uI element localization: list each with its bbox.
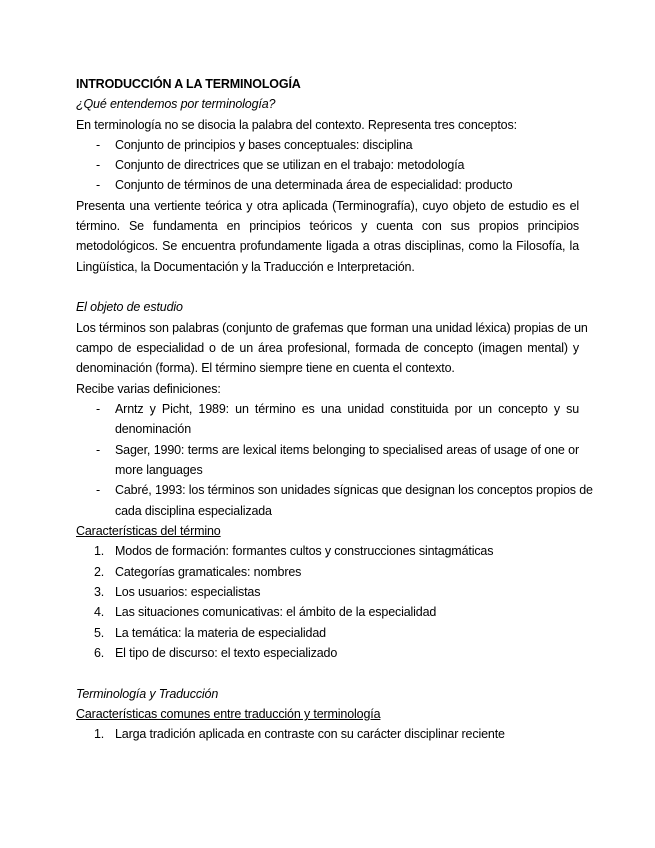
paragraph-line: campo de especialidad o de un área profesional, formada de concepto (imagen mental) y	[76, 341, 579, 355]
list-item-text: Conjunto de principios y bases conceptuales: disciplina	[115, 138, 413, 152]
list-item-continuation: more languages	[115, 463, 203, 477]
list-item-text: Conjunto de directrices que se utilizan en el trabajo: metodología	[115, 158, 465, 172]
section-heading: El objeto de estudio	[76, 300, 183, 314]
item-number: 5.	[94, 626, 105, 640]
paragraph-line: metodológicos. Se encuentra profundamente ligada a otras disciplinas, como la Filosofía, la	[76, 239, 579, 253]
paragraph-line: denominación (forma). El término siempre tiene en cuenta el contexto.	[76, 361, 455, 375]
paragraph-line: término. Se fundamenta en principios teóricos y cuenta con sus propios principios	[76, 219, 579, 233]
bullet-marker: -	[96, 483, 101, 497]
list-item-text: Arntz y Picht, 1989: un término es una unidad constituida por un concepto y su	[115, 402, 579, 416]
bullet-marker: -	[96, 158, 101, 172]
item-number: 2.	[94, 565, 105, 579]
numbered-item-text: Categorías gramaticales: nombres	[115, 565, 302, 579]
list-item-continuation: denominación	[115, 422, 192, 436]
document-title: INTRODUCCIÓN A LA TERMINOLOGÍA	[76, 77, 301, 91]
numbered-item-text: Los usuarios: especialistas	[115, 585, 261, 599]
bullet-marker: -	[96, 138, 101, 152]
paragraph-line: Los términos son palabras (conjunto de grafemas que forman una unidad léxica) propias de un	[76, 321, 588, 335]
definitions-intro: Recibe varias definiciones:	[76, 382, 221, 396]
list-item-continuation: cada disciplina especializada	[115, 504, 272, 518]
paragraph-line: Presenta una vertiente teórica y otra aplicada (Terminografía), cuyo objeto de estudio es el	[76, 199, 579, 213]
list-item-text: Conjunto de términos de una determinada área de especialidad: producto	[115, 178, 513, 192]
item-number: 3.	[94, 585, 105, 599]
item-number: 4.	[94, 605, 105, 619]
bullet-marker: -	[96, 402, 101, 416]
characteristics-heading: Características del término	[76, 524, 221, 538]
paragraph-line: Lingüística, la Documentación y la Traducción e Interpretación.	[76, 260, 415, 274]
numbered-item-text: Modos de formación: formantes cultos y construcciones sintagmáticas	[115, 544, 494, 558]
numbered-item-text: La temática: la materia de especialidad	[115, 626, 326, 640]
common-characteristics-heading: Características comunes entre traducción y terminología	[76, 707, 381, 721]
numbered-item-text: Las situaciones comunicativas: el ámbito de la especialidad	[115, 605, 437, 619]
item-number: 1.	[94, 727, 105, 741]
list-item-text: Cabré, 1993: los términos son unidades sígnicas que designan los conceptos propios de	[115, 483, 593, 497]
numbered-item-text: Larga tradición aplicada en contraste con su carácter disciplinar reciente	[115, 727, 505, 741]
numbered-item-text: El tipo de discurso: el texto especializado	[115, 646, 338, 660]
list-item-text: Sager, 1990: terms are lexical items belonging to specialised areas of usage of one or	[115, 443, 579, 457]
bullet-marker: -	[96, 443, 101, 457]
item-number: 1.	[94, 544, 105, 558]
item-number: 6.	[94, 646, 105, 660]
section-question-heading: ¿Qué entendemos por terminología?	[76, 97, 276, 111]
intro-paragraph: En terminología no se disocia la palabra del contexto. Representa tres conceptos:	[76, 118, 517, 132]
section-heading: Terminología y Traducción	[76, 687, 219, 701]
bullet-marker: -	[96, 178, 101, 192]
